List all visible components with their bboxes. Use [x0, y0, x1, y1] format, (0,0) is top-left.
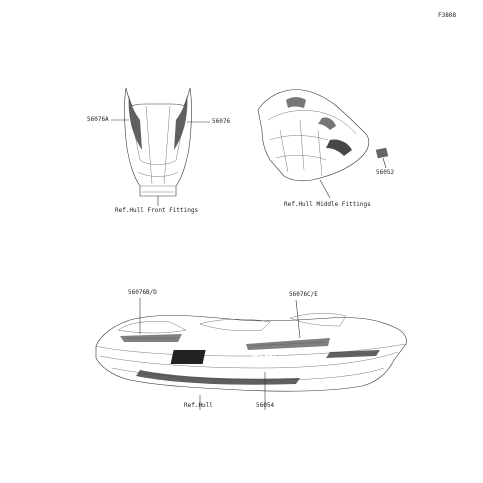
- part-number-56076a: 56076A: [87, 116, 109, 123]
- ref-hull: Ref.Hull: [184, 402, 213, 409]
- part-number-56076b-d: 56076B/D: [128, 289, 157, 296]
- part-number-56076c-e: 56076C/E: [289, 291, 318, 298]
- ref-hull-middle-fittings: Ref.Hull Middle Fittings: [284, 201, 371, 208]
- ref-hull-front-fittings: Ref.Hull Front Fittings: [115, 207, 199, 214]
- part-number-56076: 56076: [212, 118, 231, 125]
- figure-id: F3808: [438, 12, 457, 19]
- part-number-56052: 56052: [376, 169, 395, 176]
- part-number-56054: 56054: [256, 402, 275, 409]
- jet-ski-decal-text: JET SKI: [252, 353, 276, 360]
